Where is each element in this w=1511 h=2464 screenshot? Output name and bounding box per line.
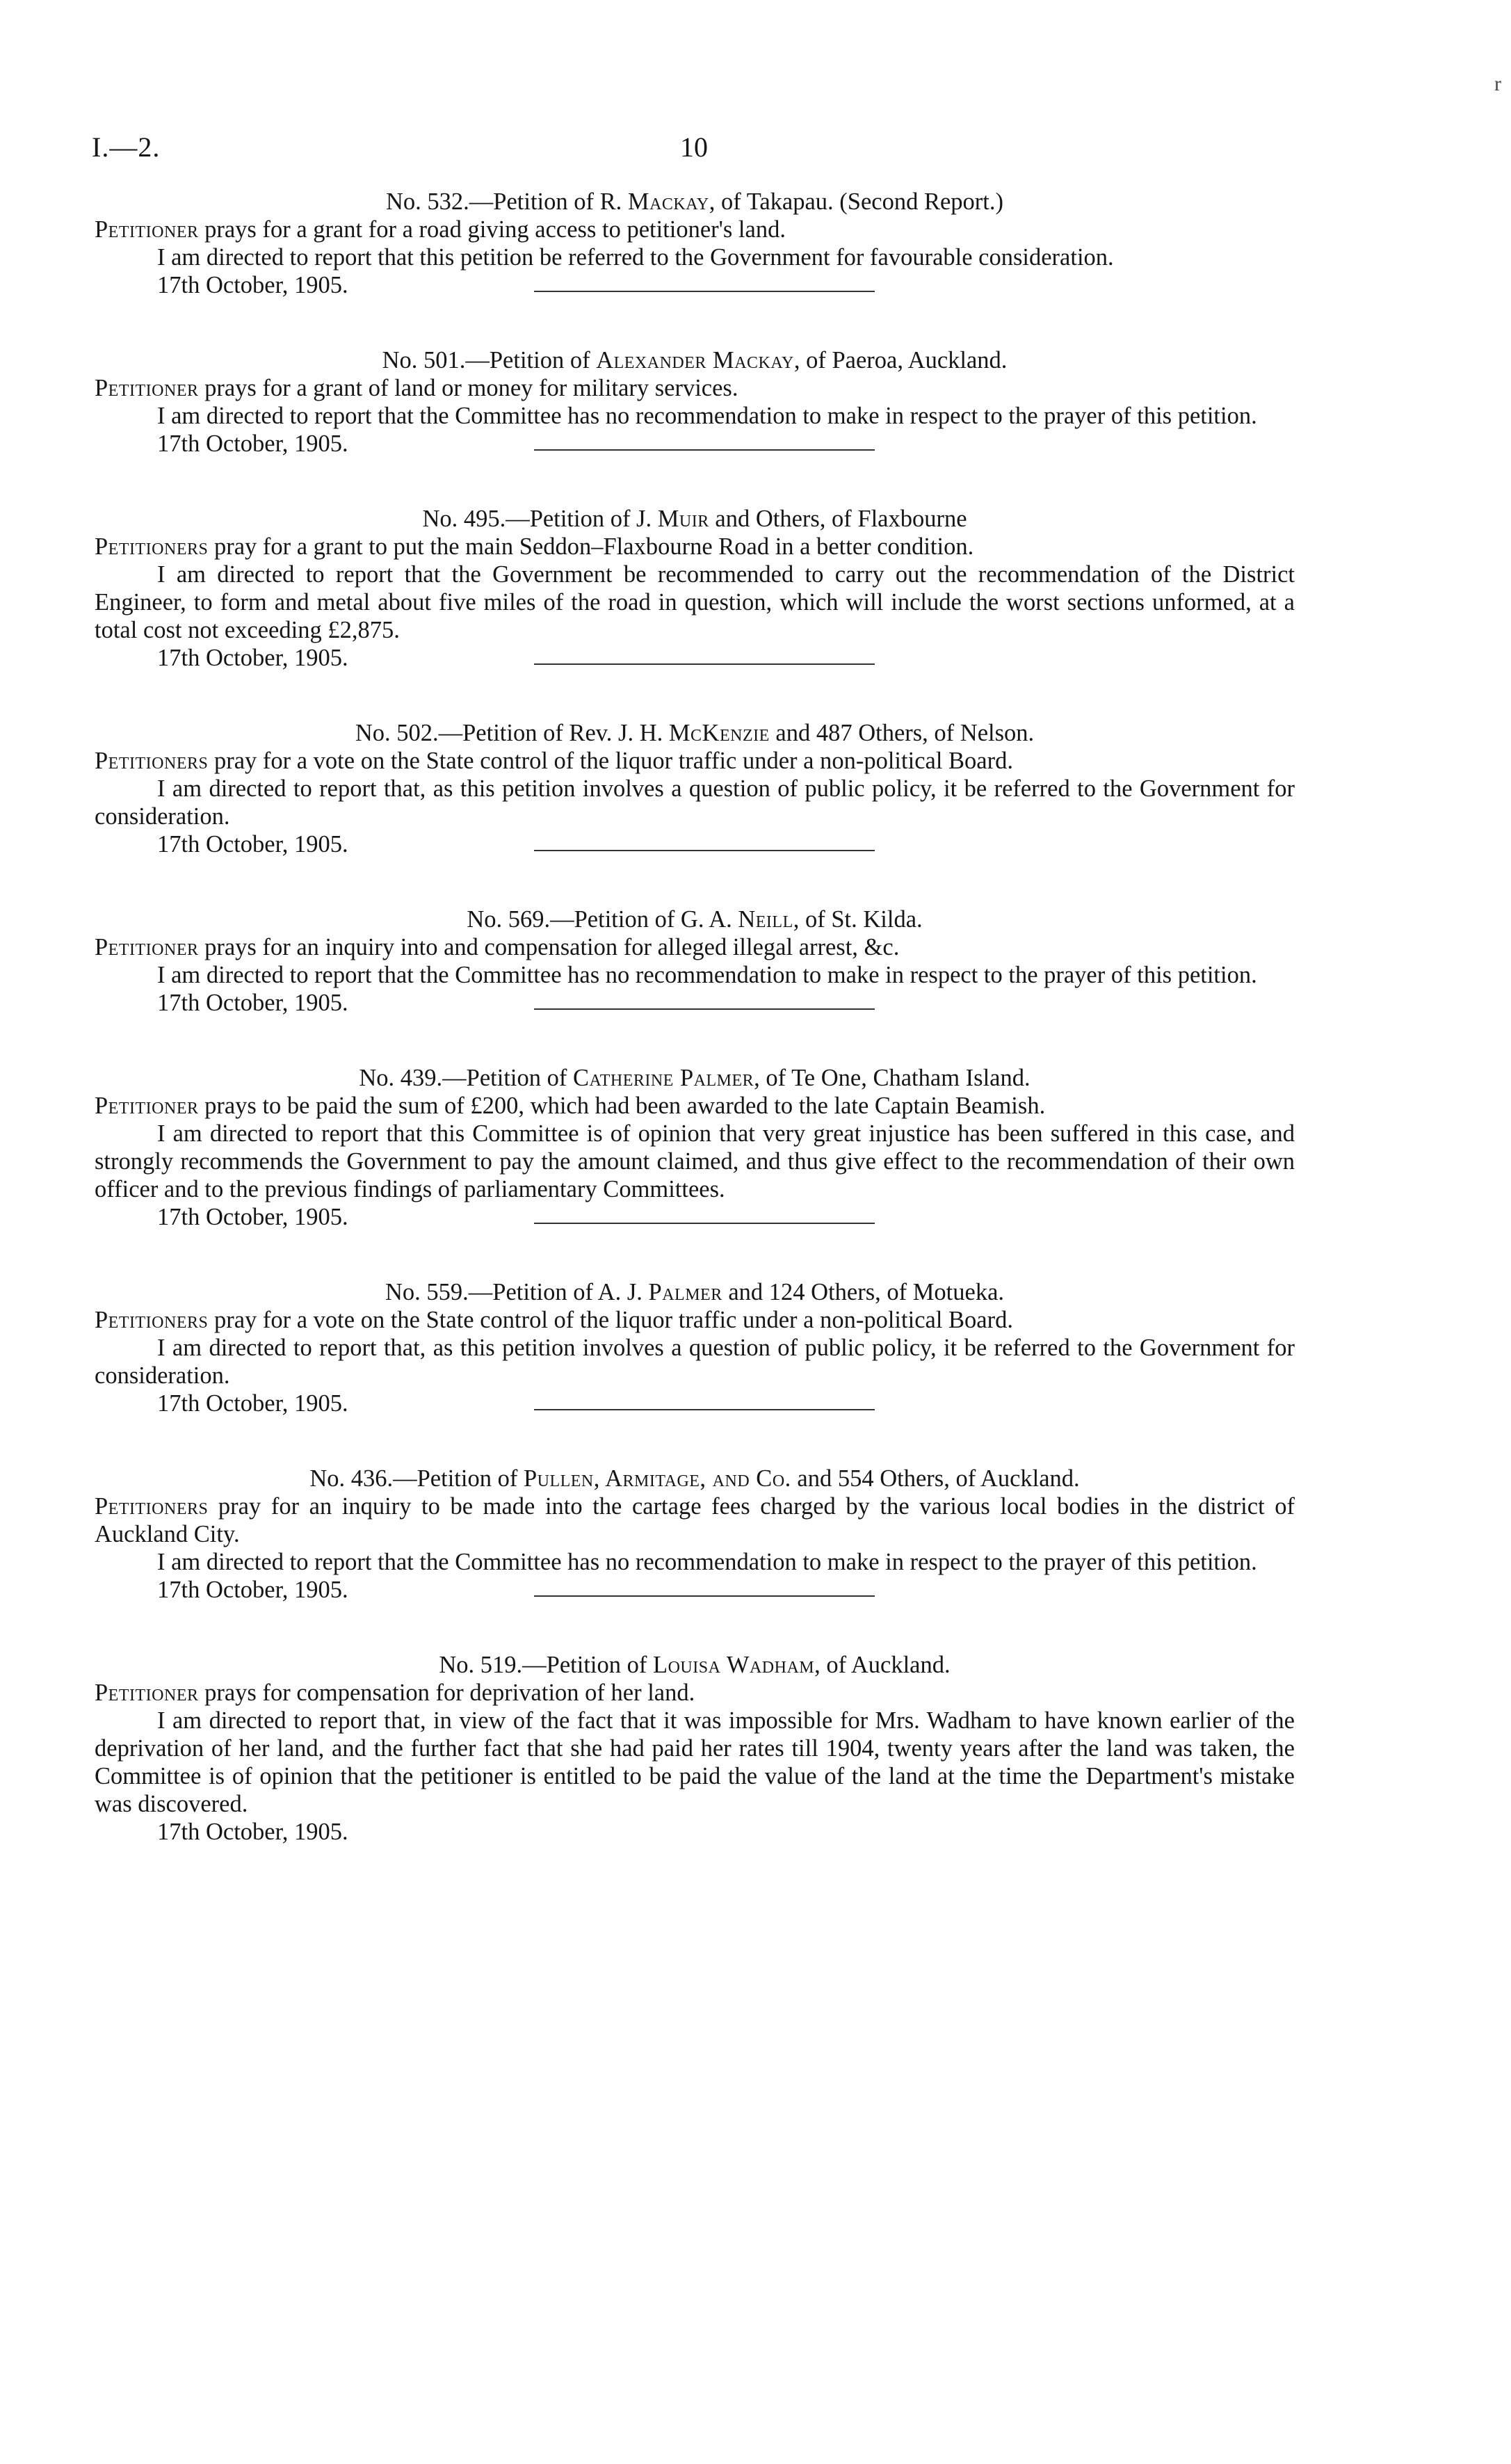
document-reference: I.—2.	[92, 131, 161, 163]
petition-439	[95, 1064, 1295, 1230]
committee-report: I am directed to report that the Committee has no recommendation to make in respect to the prayer of this petition.	[157, 1549, 1257, 1575]
petition-title: No. 519.—Petition of Louisa Wadham, of Auckland.	[439, 1652, 951, 1678]
petition-532	[95, 188, 1295, 298]
committee-report: I am directed to report that the Government be recommended to carry out the recommendation of the District Engineer, to form and metal about five miles of the road in question, which will include the worst sections unformed, at a total cost not exceeding £2,875.	[95, 561, 1295, 643]
petition-495	[95, 505, 1295, 671]
report-date: 17th October, 1905.	[157, 1390, 348, 1417]
petition-501	[95, 346, 1295, 457]
committee-report: I am directed to report that the Committee has no recommendation to make in respect to the prayer of this petition.	[157, 962, 1257, 988]
petition-prayer: Petitioners pray for a grant to put the main Seddon–Flaxbourne Road in a better condition.	[95, 533, 974, 560]
petition-prayer: Petitioner prays for a grant of land or money for military services.	[95, 375, 738, 401]
report-date: 17th October, 1905.	[157, 272, 348, 298]
petition-prayer: Petitioners pray for a vote on the State control of the liquor traffic under a non-political Board.	[95, 748, 1013, 774]
petition-title: No. 532.—Petition of R. Mackay, of Takapau. (Second Report.)	[386, 188, 1003, 215]
petitions-list	[95, 188, 1295, 1846]
petition-559	[95, 1278, 1295, 1417]
committee-report: I am directed to report that this petition be referred to the Government for favourable consideration.	[157, 244, 1114, 271]
report-date: 17th October, 1905.	[157, 1204, 348, 1230]
petition-title: No. 559.—Petition of A. J. Palmer and 124 Others, of Motueka.	[385, 1279, 1005, 1305]
petition-prayer: Petitioner prays to be paid the sum of £200, which had been awarded to the late Captain Beamish.	[95, 1093, 1046, 1119]
petition-prayer: Petitioner prays for compensation for deprivation of her land.	[95, 1680, 695, 1706]
petition-prayer: Petitioners pray for an inquiry to be made into the cartage fees charged by the various local bodies in the district of Auckland City.	[95, 1493, 1295, 1547]
petition-502	[95, 719, 1295, 857]
petition-title: No. 436.—Petition of Pullen, Armitage, and Co. and 554 Others, of Auckland.	[309, 1465, 1080, 1492]
petition-prayer: Petitioner prays for a grant for a road giving access to petitioner's land.	[95, 216, 786, 243]
petition-title: No. 439.—Petition of Catherine Palmer, of Te One, Chatham Island.	[359, 1065, 1031, 1091]
report-date: 17th October, 1905.	[157, 430, 348, 457]
petition-569	[95, 905, 1295, 1016]
page-number: 10	[680, 131, 708, 163]
petition-prayer: Petitioners pray for a vote on the State control of the liquor traffic under a non-political Board.	[95, 1307, 1013, 1333]
corner-mark: r	[1494, 72, 1501, 95]
committee-report: I am directed to report that, as this petition involves a question of public policy, it be referred to the Government for consideration.	[95, 1335, 1295, 1389]
petition-519	[95, 1651, 1295, 1846]
report-date: 17th October, 1905.	[157, 1819, 348, 1845]
committee-report: I am directed to report that the Committee has no recommendation to make in respect to the prayer of this petition.	[157, 403, 1257, 429]
page-header	[92, 131, 1288, 172]
petition-title: No. 569.—Petition of G. A. Neill, of St. Kilda.	[467, 906, 923, 933]
report-date: 17th October, 1905.	[157, 831, 348, 857]
report-date: 17th October, 1905.	[157, 1577, 348, 1603]
report-date: 17th October, 1905.	[157, 990, 348, 1016]
petition-title: No. 495.—Petition of J. Muir and Others, of Flaxbourne	[422, 506, 967, 532]
committee-report: I am directed to report that, in view of the fact that it was impossible for Mrs. Wadham to have known earlier of the deprivation of her land, and the further fact that she had paid her rates till 1904, twenty years after the land was taken, the Committee is of opinion that the petitioner is entitled to be paid the value of the land at the time the Department's mistake was discovered.	[95, 1707, 1295, 1817]
petition-436	[95, 1465, 1295, 1603]
petition-prayer: Petitioner prays for an inquiry into and compensation for alleged illegal arrest, &c.	[95, 934, 900, 960]
petition-title: No. 501.—Petition of Alexander Mackay, of Paeroa, Auckland.	[382, 347, 1008, 373]
committee-report: I am directed to report that, as this petition involves a question of public policy, it be referred to the Government for consideration.	[95, 775, 1295, 830]
petition-title: No. 502.—Petition of Rev. J. H. McKenzie and 487 Others, of Nelson.	[355, 720, 1035, 746]
committee-report: I am directed to report that this Committee is of opinion that very great injustice has been suffered in this case, and strongly recommends the Government to pay the amount claimed, and thus give effect to the recommendation of their own officer and to the previous findings of parliamentary Committees.	[95, 1120, 1295, 1202]
report-date: 17th October, 1905.	[157, 645, 348, 671]
